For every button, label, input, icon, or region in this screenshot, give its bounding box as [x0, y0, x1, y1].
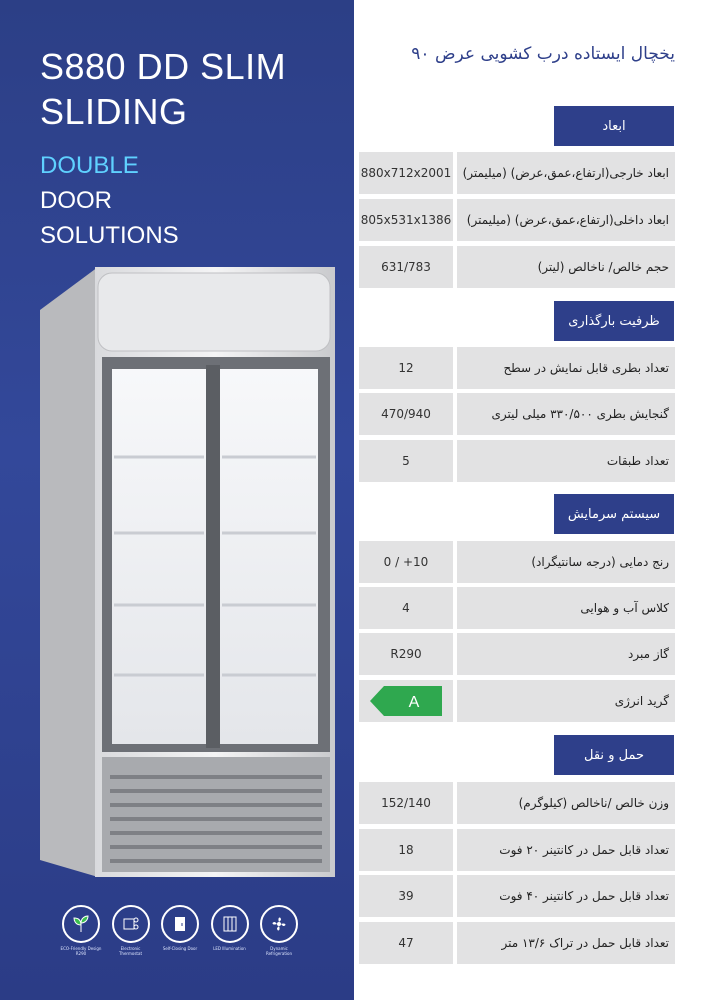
feature-caption: Electronic Thermostat — [118, 946, 143, 956]
eco-friendly-icon — [62, 905, 100, 943]
spec-row — [359, 922, 675, 964]
feature-led — [209, 905, 251, 956]
spec-label: گنجایش بطری ۳۳۰/۵۰۰ میلی لیتری — [457, 393, 675, 435]
spec-label: تعداد قابل حمل در تراک ۱۳/۶ متر — [457, 922, 675, 964]
spec-label: تعداد قابل حمل در کانتینر ۴۰ فوت — [457, 875, 675, 917]
section-cooling: سیستم سرمایش — [554, 494, 674, 534]
spec-value: 39 — [359, 875, 453, 917]
fan-icon — [260, 905, 298, 943]
spec-value: 0 / +10 — [359, 541, 453, 583]
feature-fan — [258, 905, 300, 956]
spec-row — [359, 541, 675, 583]
spec-row — [359, 246, 675, 288]
led-illumination-icon — [211, 905, 249, 943]
title-line-1: S880 DD SLIM — [40, 46, 287, 87]
spec-row — [359, 782, 675, 824]
subtitle-line-2: DOOR — [40, 187, 112, 214]
product-title — [40, 44, 286, 134]
spec-value: R290 — [359, 633, 453, 675]
feature-caption: ECO-Friendly Design R290 — [60, 946, 102, 956]
spec-label: رنج دمایی (درجه سانتیگراد) — [457, 541, 675, 583]
spec-value: 805x531x1386 — [359, 199, 453, 241]
spec-heading: یخچال ایستاده درب کشویی عرض ۹۰ — [411, 44, 675, 64]
spec-label: تعداد قابل حمل در کانتینر ۲۰ فوت — [457, 829, 675, 871]
spec-row — [359, 875, 675, 917]
section-capacity: ظرفیت بارگذاری — [554, 301, 674, 341]
spec-value: 880x712x2001 — [359, 152, 453, 194]
feature-eco — [60, 905, 102, 956]
energy-grade-cell — [359, 680, 453, 722]
spec-row — [359, 829, 675, 871]
feature-caption: Self-Closing Door — [162, 946, 198, 951]
feature-caption: LED Illumination — [213, 946, 246, 951]
self-closing-door-icon — [161, 905, 199, 943]
spec-label: تعداد بطری قابل نمایش در سطح — [457, 347, 675, 389]
spec-label: تعداد طبقات — [457, 440, 675, 482]
spec-label: وزن خالص /ناخالص (کیلوگرم) — [457, 782, 675, 824]
spec-value: 47 — [359, 922, 453, 964]
spec-row — [359, 440, 675, 482]
spec-row — [359, 633, 675, 675]
fridge-image — [40, 265, 340, 880]
spec-value: 5 — [359, 440, 453, 482]
spec-row — [359, 393, 675, 435]
feature-icons — [60, 905, 300, 956]
thermostat-icon — [112, 905, 150, 943]
spec-value: 152/140 — [359, 782, 453, 824]
feature-door — [159, 905, 201, 956]
spec-label: کلاس آب و هوایی — [457, 587, 675, 629]
spec-value: 631/783 — [359, 246, 453, 288]
spec-label: ابعاد خارجی(ارتفاع،عمق،عرض) (میلیمتر) — [457, 152, 675, 194]
spec-panel — [355, 0, 707, 1000]
feature-thermostat — [110, 905, 152, 956]
spec-value: 470/940 — [359, 393, 453, 435]
spec-row — [359, 199, 675, 241]
energy-grade-letter: A — [408, 694, 420, 711]
spec-label: ابعاد داخلی(ارتفاع،عمق،عرض) (میلیمتر) — [457, 199, 675, 241]
spec-label: حجم خالص/ ناخالص (لیتر) — [457, 246, 675, 288]
spec-label: گرید انرژی — [457, 680, 675, 722]
product-subtitle — [40, 148, 179, 253]
section-dimensions: ابعاد — [554, 106, 674, 146]
spec-label: گاز مبرد — [457, 633, 675, 675]
title-line-2: SLIDING — [40, 91, 188, 132]
section-transport: حمل و نقل — [554, 735, 674, 775]
feature-caption: Dynamic Refrigeration — [266, 946, 292, 956]
spec-row — [359, 587, 675, 629]
subtitle-line-1: DOUBLE — [40, 152, 139, 179]
subtitle-line-3: SOLUTIONS — [40, 222, 179, 249]
spec-value: 12 — [359, 347, 453, 389]
spec-row — [359, 680, 675, 722]
spec-value: 4 — [359, 587, 453, 629]
energy-grade-badge — [370, 686, 442, 716]
spec-row — [359, 347, 675, 389]
spec-value: 18 — [359, 829, 453, 871]
spec-row — [359, 152, 675, 194]
